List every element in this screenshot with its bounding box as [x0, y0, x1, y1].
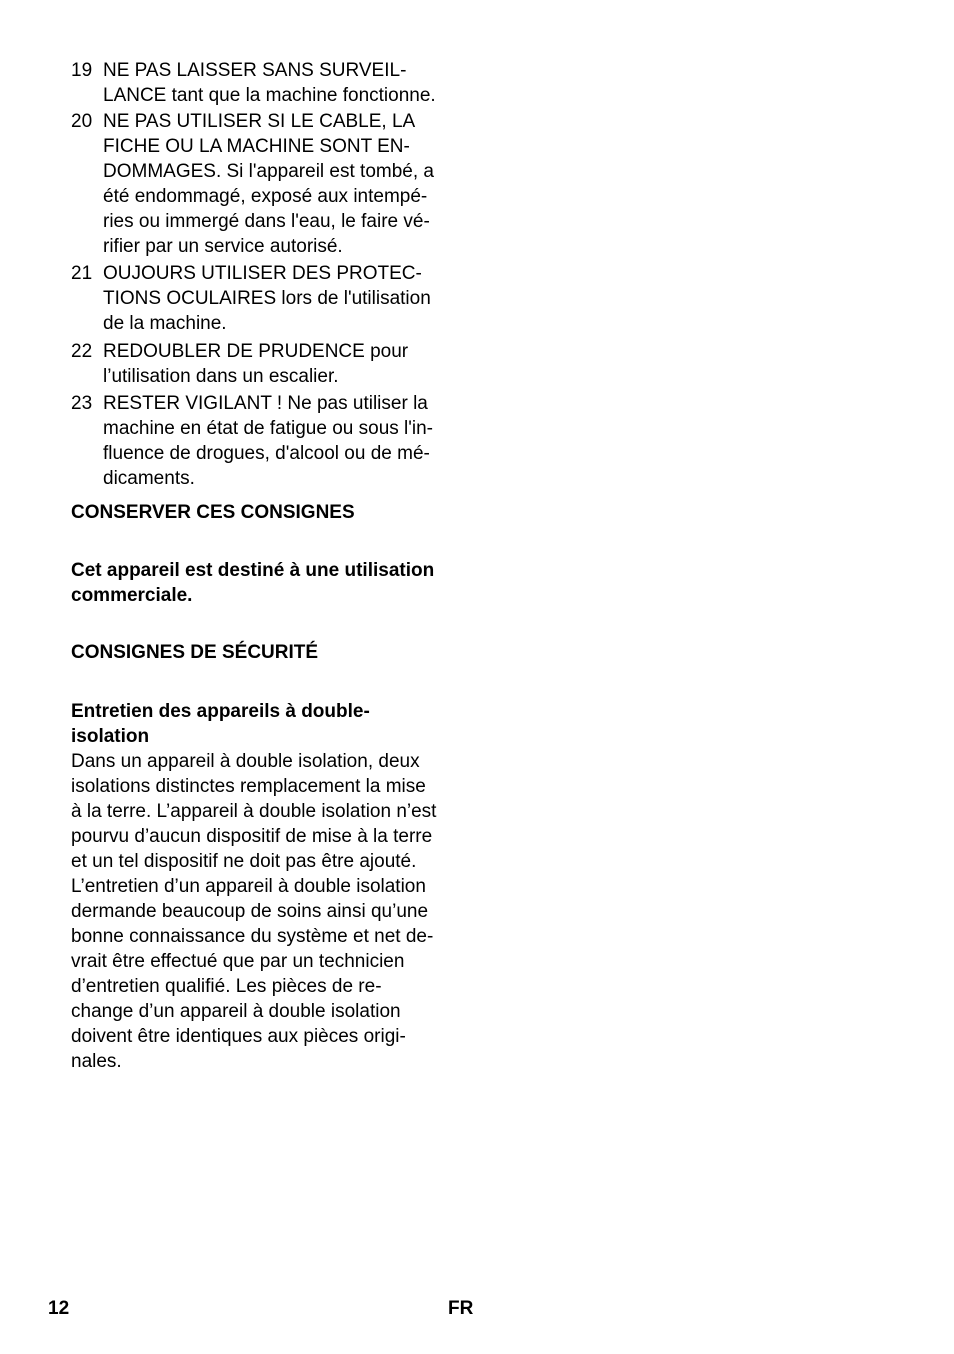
language-code: FR	[448, 1298, 474, 1319]
heading-securite: CONSIGNES DE SÉCURITÉ	[71, 642, 319, 663]
item-number: 20	[71, 111, 93, 132]
page-number: 12	[48, 1298, 70, 1319]
item-text: OUJOURS UTILISER DES PROTEC- TIONS OCULAIRES lors de l'utilisation de la machine.	[103, 263, 431, 334]
item-text: NE PAS UTILISER SI LE CABLE, LA FICHE OU LA MACHINE SONT EN- DOMMAGES. Si l'appareil est tombé, a été endommagé, exposé aux intempé- ries ou immergé dans l'eau, le faire vé- rifier par un service autorisé.	[103, 111, 434, 257]
heading-commercial: Cet appareil est destiné à une utilisation commerciale.	[71, 560, 435, 606]
paragraph-entretien: Dans un appareil à double isolation, deux isolations distinctes remplacement la mise à la terre. L’appareil à double isolation n’est pourvu d’aucun dispositif de mise à la terre et un tel dispositif ne doit pas être ajouté. L’entretien d’un appareil à double isolation dermande beaucoup de soins ainsi qu’une bonne connaissance du système et net de- vrait être effectué que par un technicien d’entretien qualifié. Les pièces de re- change d’un appareil à double isolation doivent être identiques aux pièces origi- nales.	[71, 751, 437, 1072]
item-text: REDOUBLER DE PRUDENCE pour l’utilisation dans un escalier.	[103, 341, 409, 387]
item-number: 23	[71, 393, 93, 414]
list-item-20	[71, 109, 471, 259]
list-item-22	[71, 339, 471, 389]
item-number: 22	[71, 341, 93, 362]
list-item-23	[71, 391, 471, 491]
text-column	[71, 58, 471, 1074]
list-item-19	[71, 58, 471, 108]
item-text: RESTER VIGILANT ! Ne pas utiliser la machine en état de fatigue ou sous l'in- fluence de drogues, d'alcool ou de mé- dicaments.	[103, 393, 434, 489]
heading-entretien: Entretien des appareils à double- isolation	[71, 701, 370, 747]
list-item-21	[71, 261, 471, 336]
item-number: 21	[71, 263, 93, 284]
item-text: NE PAS LAISSER SANS SURVEIL- LANCE tant que la machine fonctionne.	[103, 60, 436, 106]
heading-conserver: CONSERVER CES CONSIGNES	[71, 502, 355, 523]
item-number: 19	[71, 60, 93, 81]
